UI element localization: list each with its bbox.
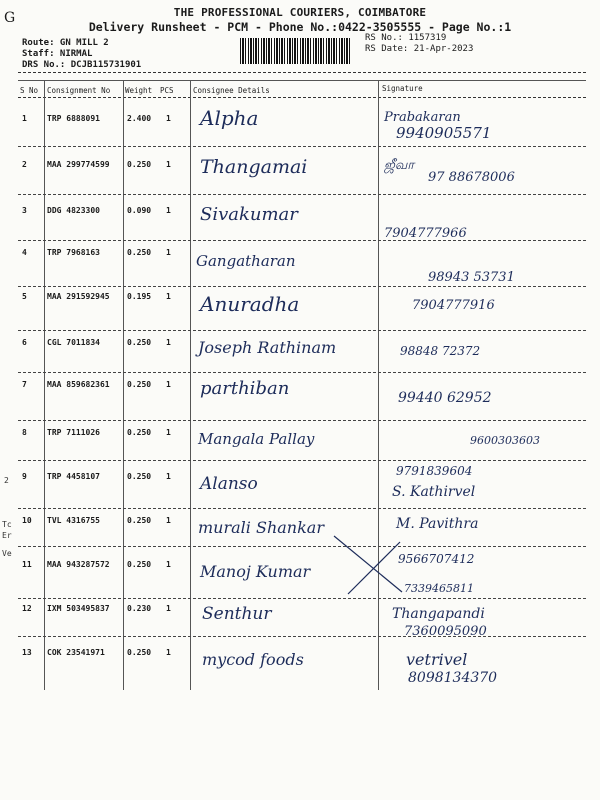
- signature-phone: 7339465811: [404, 582, 474, 595]
- row-pcs: 1: [166, 248, 171, 257]
- row-sno: 5: [22, 292, 27, 301]
- header-divider: [18, 72, 586, 73]
- row-sno: 1: [22, 114, 27, 123]
- row-sno: 12: [22, 604, 32, 613]
- col-consignee: Consignee Details: [193, 86, 270, 95]
- row-pcs: 1: [166, 648, 171, 657]
- row-divider: [18, 146, 586, 147]
- row-pcs: 1: [166, 292, 171, 301]
- row-divider: [18, 240, 586, 241]
- row-weight: 0.230: [127, 604, 152, 613]
- consignee-name: Anuradha: [200, 292, 300, 316]
- consignee-name: Thangamai: [200, 156, 308, 178]
- signature-text: M. Pavithra: [396, 516, 479, 532]
- signature-phone: 9791839604: [396, 464, 473, 478]
- row-pcs: 1: [166, 206, 171, 215]
- row-divider: [18, 372, 586, 373]
- col-consignment: Consignment No: [47, 86, 111, 95]
- col-sno: S No: [20, 86, 39, 95]
- row-sno: 3: [22, 206, 27, 215]
- row-consignment: CGL 7011834: [47, 338, 100, 347]
- row-sno: 10: [22, 516, 32, 525]
- consignee-name: Sivakumar: [200, 204, 298, 225]
- row-divider: [18, 636, 586, 637]
- signature-phone: 7904777916: [412, 298, 495, 313]
- signature-phone: 9566707412: [398, 552, 475, 566]
- row-pcs: 1: [166, 516, 171, 525]
- row-sno: 8: [22, 428, 27, 437]
- row-consignment: TRP 7111026: [47, 428, 100, 437]
- signature-phone: 7904777966: [384, 226, 467, 241]
- row-pcs: 1: [166, 114, 171, 123]
- row-weight: 0.250: [127, 160, 152, 169]
- signature-phone: 9940905571: [396, 124, 492, 142]
- row-weight: 0.250: [127, 380, 152, 389]
- row-consignment: MAA 943287572: [47, 560, 110, 569]
- row-pcs: 1: [166, 380, 171, 389]
- row-weight: 0.250: [127, 648, 152, 657]
- signature-phone: 98848 72372: [400, 344, 481, 358]
- signature-phone: 8098134370: [408, 670, 498, 686]
- row-sno: 7: [22, 380, 27, 389]
- row-divider: [18, 420, 586, 421]
- signature-phone: 7360095090: [404, 624, 487, 639]
- row-consignment: TRP 6888091: [47, 114, 100, 123]
- row-divider: [18, 330, 586, 331]
- row-consignment: TVL 4316755: [47, 516, 100, 525]
- row-consignment: MAA 291592945: [47, 292, 110, 301]
- row-pcs: 1: [166, 160, 171, 169]
- column-header-divider: [18, 97, 586, 98]
- row-consignment: DDG 4823300: [47, 206, 100, 215]
- drs-number: DRS No.: DCJB115731901: [22, 60, 142, 70]
- signature-phone: 99440 62952: [398, 390, 492, 406]
- row-divider: [18, 286, 586, 287]
- row-divider: [18, 546, 586, 547]
- consignee-name: Gangatharan: [196, 252, 296, 270]
- consignee-name: Alanso: [200, 474, 258, 494]
- rs-date: RS Date: 21-Apr-2023: [365, 44, 474, 54]
- row-sno: 4: [22, 248, 27, 257]
- row-weight: 0.250: [127, 560, 152, 569]
- consignee-name: Alpha: [200, 106, 259, 130]
- row-sno: 11: [22, 560, 32, 569]
- signature-text: Prabakaran: [384, 110, 461, 125]
- consignee-name: Mangala Pallay: [198, 430, 315, 448]
- consignee-name: Manoj Kumar: [200, 562, 311, 581]
- col-weight: Weight: [125, 86, 153, 95]
- corner-mark: G: [4, 10, 16, 26]
- row-weight: 0.250: [127, 472, 152, 481]
- consignee-name: murali Shankar: [198, 518, 324, 537]
- consignee-name: parthiban: [200, 378, 290, 399]
- tamil-signature: ஜீவா: [384, 158, 415, 173]
- route-label: Route: GN MILL 2: [22, 38, 109, 48]
- company-title: THE PROFESSIONAL COURIERS, COIMBATORE: [173, 6, 427, 19]
- row-sno: 6: [22, 338, 27, 347]
- row-divider: [18, 508, 586, 509]
- row-weight: 0.195: [127, 292, 152, 301]
- signature-text: vetrivel: [406, 650, 468, 669]
- row-consignment: IXM 503495837: [47, 604, 110, 613]
- rs-number: RS No.: 1157319: [365, 33, 447, 43]
- row-consignment: TRP 4458107: [47, 472, 100, 481]
- consignee-name: mycod foods: [202, 650, 304, 669]
- row-divider: [18, 460, 586, 461]
- row-consignment: MAA 859682361: [47, 380, 110, 389]
- row-weight: 0.250: [127, 338, 152, 347]
- row-consignment: TRP 7968163: [47, 248, 100, 257]
- signature-phone: 9600303603: [470, 434, 540, 447]
- edge-fragment: Er: [2, 531, 12, 540]
- signature-text: Thangapandi: [392, 606, 485, 622]
- col-pcs: PCS: [160, 86, 174, 95]
- row-weight: 0.250: [127, 428, 152, 437]
- signature-phone: 98943 53731: [428, 270, 515, 285]
- row-pcs: 1: [166, 472, 171, 481]
- row-pcs: 1: [166, 604, 171, 613]
- row-weight: 0.090: [127, 206, 152, 215]
- row-pcs: 1: [166, 428, 171, 437]
- row-sno: 13: [22, 648, 32, 657]
- row-weight: 0.250: [127, 248, 152, 257]
- edge-fragment: 2: [4, 476, 9, 485]
- row-weight: 2.400: [127, 114, 152, 123]
- table-top-border: [18, 80, 586, 81]
- row-consignment: MAA 299774599: [47, 160, 110, 169]
- runsheet-subtitle: Delivery Runsheet - PCM - Phone No.:0422-3505555 - Page No.:1: [88, 20, 512, 34]
- edge-fragment: Tc: [2, 520, 12, 529]
- consignee-name: Senthur: [202, 604, 272, 624]
- row-consignment: COK 23541971: [47, 648, 105, 657]
- row-sno: 2: [22, 160, 27, 169]
- cross-out-mark: [330, 528, 410, 598]
- row-pcs: 1: [166, 560, 171, 569]
- row-divider: [18, 598, 586, 599]
- staff-label: Staff: NIRMAL: [22, 49, 93, 59]
- edge-fragment: Ve: [2, 549, 12, 558]
- row-pcs: 1: [166, 338, 171, 347]
- row-divider: [18, 194, 586, 195]
- row-weight: 0.250: [127, 516, 152, 525]
- row-sno: 9: [22, 472, 27, 481]
- col-signature: Signature: [382, 84, 423, 93]
- signature-text: S. Kathirvel: [392, 484, 476, 500]
- consignee-name: Joseph Rathinam: [198, 338, 337, 357]
- barcode: [240, 38, 352, 64]
- signature-phone: 97 88678006: [428, 170, 515, 185]
